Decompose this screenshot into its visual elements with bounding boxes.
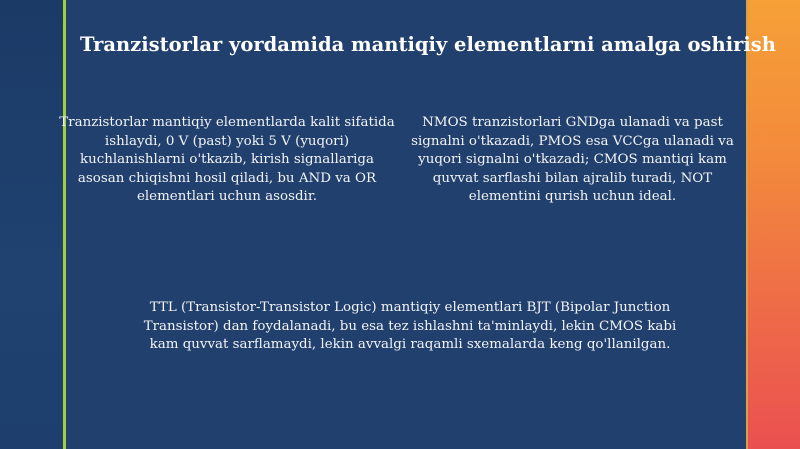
paragraph-right: NMOS tranzistorlari GNDga ulanadi va past signalni o'tkazadi, PMOS esa VCCga ulanadi va yuqori signalni o'tkazadi; CMOS mantiqi kam quvvat sarflashi bilan ajralib turadi, NOT elementini qurish uchun ideal. xyxy=(411,115,734,205)
slide-panel xyxy=(66,0,746,449)
paragraph-left: Tranzistorlar mantiqiy elementlarda kalit sifatida ishlaydi, 0 V (past) yoki 5 V (yuqori) kuchlanishlarni o'tkazib, kirish signallariga asosan chiqishni hosil qiladi, bu AND va OR elementlari uchun asosdir. xyxy=(59,115,395,205)
slide-title: Tranzistorlar yordamida mantiqiy elementlarni amalga oshirish xyxy=(80,33,776,56)
left-decor-strip xyxy=(0,0,63,449)
paragraph-bottom: TTL (Transistor-Transistor Logic) mantiqiy elementlari BJT (Bipolar Junction Transistor) dan foydalanadi, bu esa tez ishlashni ta'minlaydi, lekin CMOS kabi kam quvvat sarflamaydi, lekin avvalgi raqamli sxemalarda keng qo'llanilgan. xyxy=(143,300,677,353)
right-decor-gradient-strip xyxy=(748,0,800,449)
